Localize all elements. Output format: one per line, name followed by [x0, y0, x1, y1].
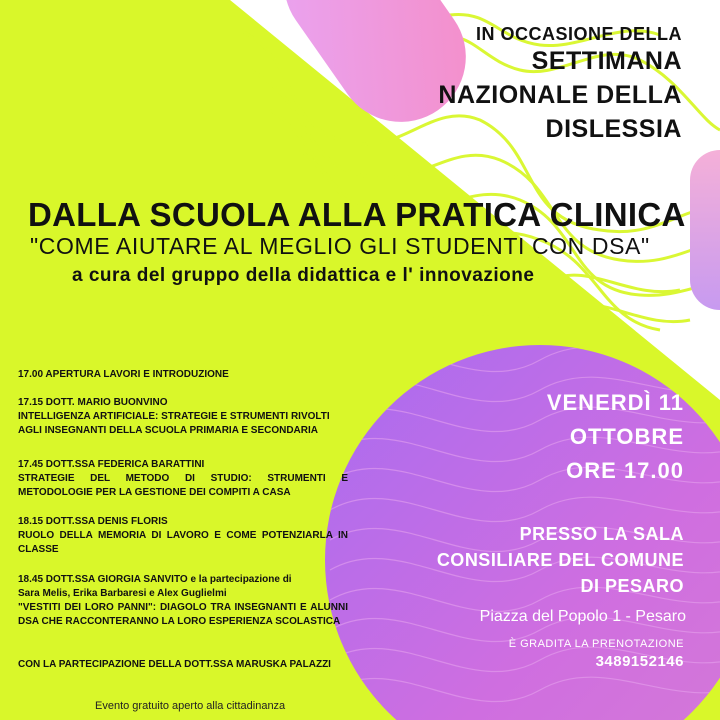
venue-line-1: PRESSO LA SALA [519, 524, 684, 544]
event-name-line-1: SETTIMANA [531, 47, 682, 75]
venue-line-2: CONSILIARE DEL COMUNE [436, 550, 684, 570]
session-3-speaker: 18.15 DOTT.SSA DENIS FLORIS [18, 516, 168, 527]
session-1-topic: INTELLIGENZA ARTIFICIALE: STRATEGIE E STRUMENTI RIVOLTI AGLI INSEGNANTI DELLA SCUOLA PRIMARIA E SECONDARIA [18, 411, 330, 436]
booking-note: È GRADITA LA PRENOTAZIONE [508, 638, 684, 650]
curator-line: a cura del gruppo della didattica e l' innovazione [72, 265, 535, 286]
event-name-line-3: DISLESSIA [545, 115, 682, 143]
program-closing: CON LA PARTECIPAZIONE DELLA DOTT.SSA MARUSKA PALAZZI [18, 659, 331, 670]
session-1-speaker: 17.15 DOTT. MARIO BUONVINO [18, 397, 168, 408]
session-4-speaker: 18.45 DOTT.SSA GIORGIA SANVITO e la partecipazione di [18, 574, 292, 585]
event-name-line-2: NAZIONALE DELLA [438, 81, 682, 109]
venue-line-3: DI PESARO [580, 576, 684, 596]
program-session-4 [18, 573, 348, 629]
program-opening: 17.00 APERTURA LAVORI E INTRODUZIONE [18, 369, 229, 380]
program-session-1 [18, 396, 348, 438]
session-4-guests: Sara Melis, Erika Barbaresi e Alex Guglielmi [18, 588, 227, 599]
program-session-2 [18, 458, 348, 500]
main-title: DALLA SCUOLA ALLA PRATICA CLINICA [28, 196, 686, 233]
event-time: ORE 17.00 [566, 458, 684, 483]
occasion-line: IN OCCASIONE DELLA [475, 24, 682, 44]
venue-address: Piazza del Popolo 1 - Pesaro [479, 608, 686, 625]
program-session-3 [18, 515, 348, 557]
event-day: VENERDÌ 11 [546, 390, 684, 415]
subtitle: "COME AIUTARE AL MEGLIO GLI STUDENTI CON DSA" [30, 233, 650, 259]
session-4-topic: "VESTITI DEI LORO PANNI": DIAGOLO TRA INSEGNANTI E ALUNNI DSA CHE RACCONTERANNO LA LORO ESPERIENZA SCOLASTICA [18, 602, 348, 627]
session-2-topic: STRATEGIE DEL METODO DI STUDIO: STRUMENTI E METODOLOGIE PER LA GESTIONE DEI COMPITI A CASA [18, 473, 348, 498]
footer-note: Evento gratuito aperto alla cittadinanza [95, 700, 286, 712]
session-3-topic: RUOLO DELLA MEMORIA DI LAVORO E COME POTENZIARLA IN CLASSE [18, 530, 348, 555]
event-month: OTTOBRE [569, 424, 684, 449]
booking-phone[interactable]: 3489152146 [595, 653, 684, 670]
session-2-speaker: 17.45 DOTT.SSA FEDERICA BARATTINI [18, 459, 205, 470]
